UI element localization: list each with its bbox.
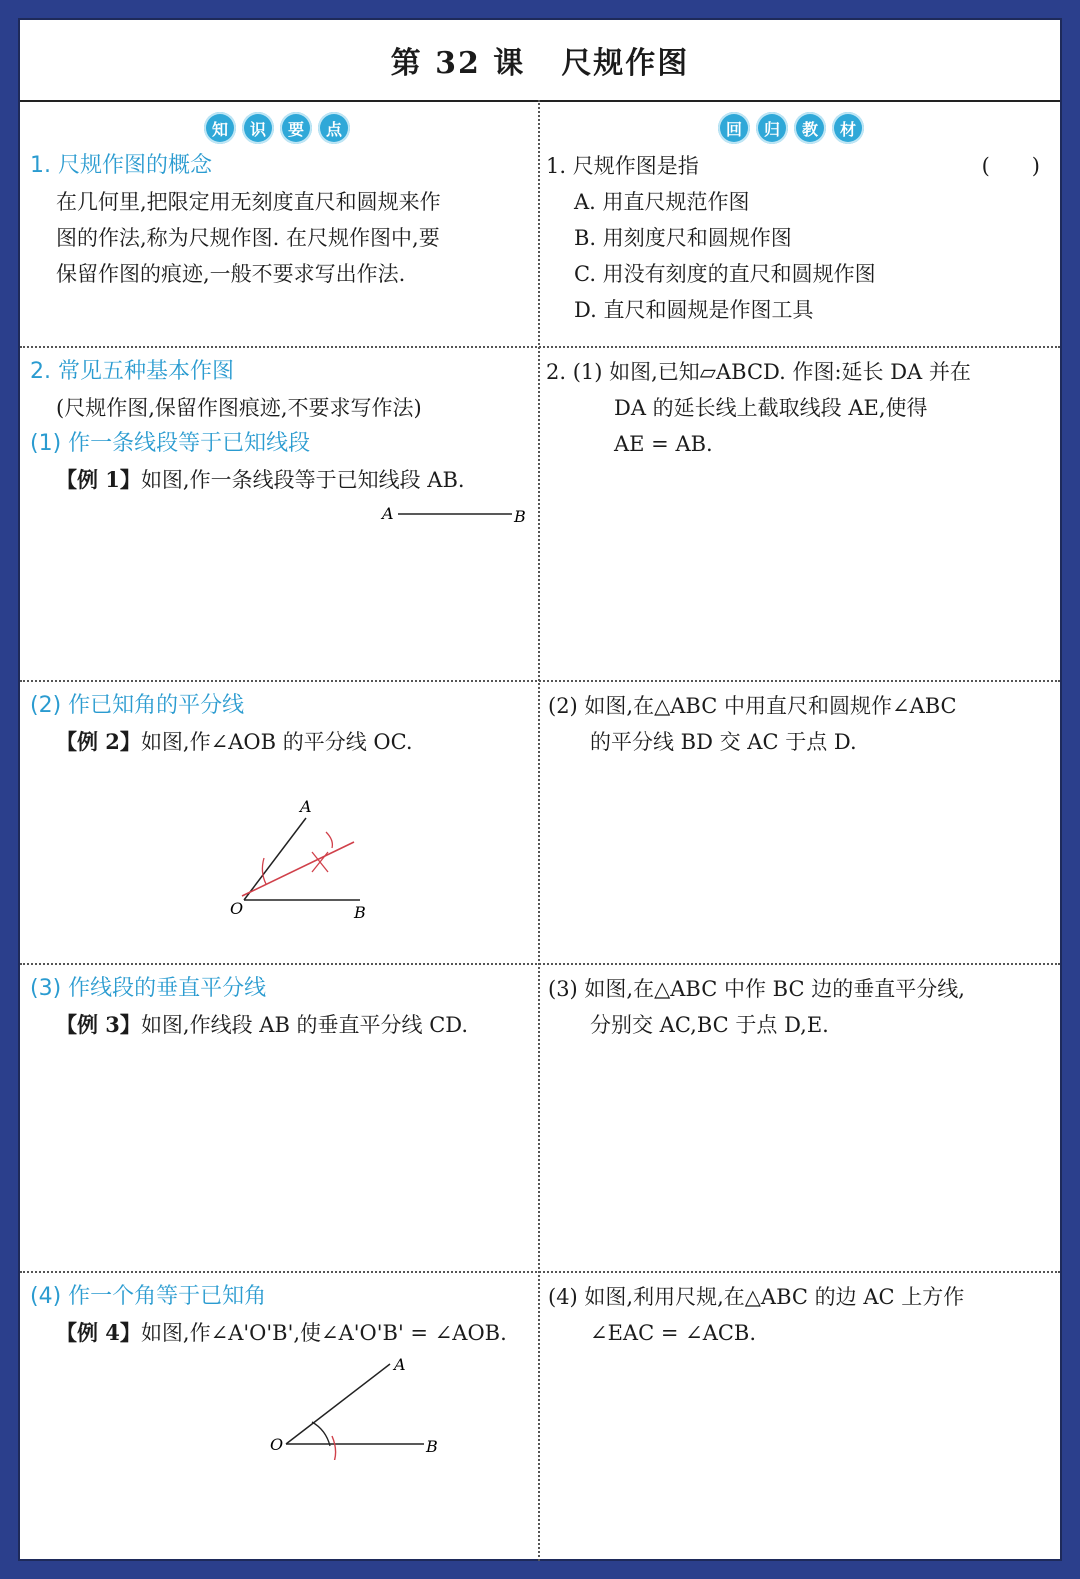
knowledge-badges bbox=[204, 112, 350, 144]
example4-tag: 【例 4】 bbox=[56, 1320, 141, 1345]
label-b: B bbox=[354, 903, 366, 922]
option-d: D. 直尺和圆规是作图工具 bbox=[574, 298, 814, 322]
example3 bbox=[30, 1007, 535, 1043]
lesson-number: 第 32 课 bbox=[390, 46, 526, 81]
section1 bbox=[30, 148, 530, 292]
badge: 教 bbox=[794, 112, 826, 144]
copy-angle-figure bbox=[256, 1350, 456, 1460]
example1 bbox=[30, 462, 535, 498]
row-divider-2 bbox=[20, 680, 1060, 682]
q2p3-line: 分别交 AC,BC 于点 D,E. bbox=[590, 1013, 829, 1037]
label-a: A bbox=[300, 797, 312, 816]
badge: 识 bbox=[242, 112, 274, 144]
angle-bisector-figure bbox=[220, 790, 380, 930]
lesson-topic: 尺规作图 bbox=[561, 46, 690, 81]
sub3-heading: (3) 作线段的垂直平分线 bbox=[30, 976, 267, 1001]
answer-paren: ( ) bbox=[981, 154, 1040, 178]
q2p1-line: 2. (1) 如图,已知▱ABCD. 作图:延长 DA 并在 bbox=[546, 360, 971, 384]
label-o: O bbox=[270, 1435, 284, 1454]
question1-stem bbox=[546, 148, 1046, 184]
question2-part1 bbox=[546, 354, 1056, 462]
label-b: B bbox=[514, 507, 526, 526]
q2p3-line: (3) 如图,在△ABC 中作 BC 边的垂直平分线, bbox=[548, 977, 965, 1001]
example3-tag: 【例 3】 bbox=[56, 1012, 141, 1037]
example2-text: 如图,作∠AOB 的平分线 OC. bbox=[140, 730, 413, 754]
question2-part2 bbox=[548, 688, 1058, 760]
example3-text: 如图,作线段 AB 的垂直平分线 CD. bbox=[140, 1013, 469, 1037]
label-a: A bbox=[394, 1355, 406, 1374]
example2 bbox=[30, 724, 535, 760]
badge: 知 bbox=[204, 112, 236, 144]
section2 bbox=[30, 354, 535, 498]
textbook-badges bbox=[718, 112, 864, 144]
badge: 回 bbox=[718, 112, 750, 144]
q2p2-line: (2) 如图,在△ABC 中用直尺和圆规作∠ABC bbox=[548, 694, 957, 718]
badge: 归 bbox=[756, 112, 788, 144]
page-title bbox=[20, 20, 1060, 102]
row-divider-1 bbox=[20, 346, 1060, 348]
example2-tag: 【例 2】 bbox=[56, 729, 141, 754]
example4 bbox=[30, 1315, 535, 1351]
q2p4-line: ∠EAC = ∠ACB. bbox=[590, 1321, 757, 1345]
row-divider-3 bbox=[20, 963, 1060, 965]
question1-stem-text: 1. 尺规作图是指 bbox=[546, 154, 699, 178]
question1 bbox=[546, 148, 1046, 328]
section2-sub3 bbox=[30, 971, 535, 1043]
section1-line: 保留作图的痕迹,一般不要求写出作法. bbox=[56, 262, 406, 286]
question2-part4 bbox=[548, 1279, 1058, 1351]
sub4-heading: (4) 作一个角等于已知角 bbox=[30, 1284, 267, 1309]
sub2-heading: (2) 作已知角的平分线 bbox=[30, 693, 245, 718]
q2p1-line: AE = AB. bbox=[614, 432, 713, 456]
q2p1-line: DA 的延长线上截取线段 AE,使得 bbox=[614, 396, 928, 420]
label-o: O bbox=[230, 899, 244, 918]
segment-ab-figure bbox=[376, 500, 536, 530]
badge: 要 bbox=[280, 112, 312, 144]
section1-heading: 1. 尺规作图的概念 bbox=[30, 153, 212, 178]
option-a: A. 用直尺规范作图 bbox=[574, 190, 750, 214]
section1-line: 图的作法,称为尺规作图. 在尺规作图中,要 bbox=[56, 226, 440, 250]
q2p4-line: (4) 如图,利用尺规,在△ABC 的边 AC 上方作 bbox=[548, 1285, 965, 1309]
sub1-heading: (1) 作一条线段等于已知线段 bbox=[30, 431, 311, 456]
row-divider-4 bbox=[20, 1271, 1060, 1273]
q2p2-line: 的平分线 BD 交 AC 于点 D. bbox=[590, 730, 857, 754]
section2-sub4 bbox=[30, 1279, 535, 1351]
option-b: B. 用刻度尺和圆规作图 bbox=[574, 226, 792, 250]
badge: 材 bbox=[832, 112, 864, 144]
label-a: A bbox=[382, 504, 394, 523]
example4-text: 如图,作∠A'O'B',使∠A'O'B' = ∠AOB. bbox=[140, 1321, 507, 1345]
section2-note: (尺规作图,保留作图痕迹,不要求写作法) bbox=[56, 396, 422, 420]
question2-part3 bbox=[548, 971, 1058, 1043]
section1-line: 在几何里,把限定用无刻度直尺和圆规来作 bbox=[56, 190, 441, 214]
section2-heading: 2. 常见五种基本作图 bbox=[30, 359, 234, 384]
section2-sub2 bbox=[30, 688, 535, 760]
example1-text: 如图,作一条线段等于已知线段 AB. bbox=[140, 468, 465, 492]
column-divider bbox=[538, 100, 540, 1561]
example1-tag: 【例 1】 bbox=[56, 467, 141, 492]
badge: 点 bbox=[318, 112, 350, 144]
worksheet bbox=[18, 18, 1062, 1561]
option-c: C. 用没有刻度的直尺和圆规作图 bbox=[574, 262, 876, 286]
label-b: B bbox=[426, 1437, 438, 1456]
